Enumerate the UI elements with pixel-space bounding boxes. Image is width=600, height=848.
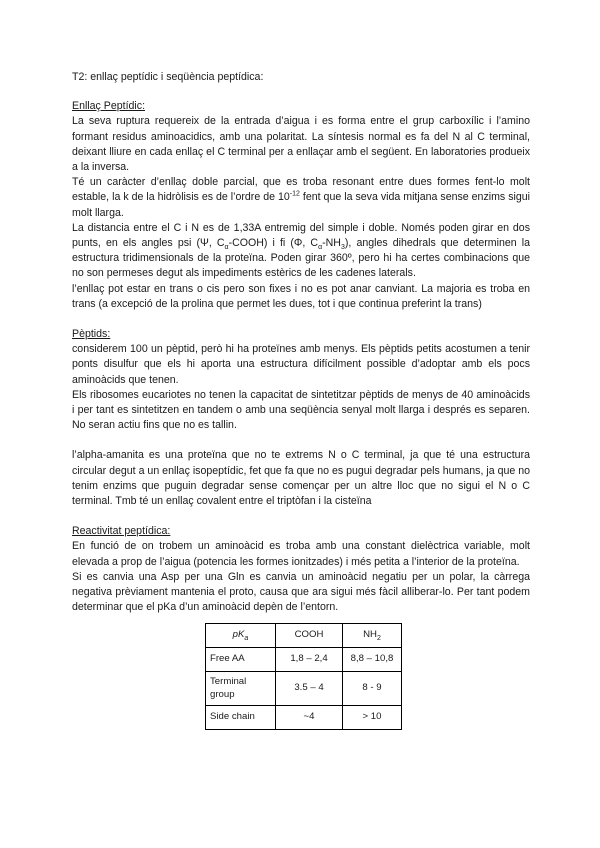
paragraph	[72, 175, 530, 221]
text-span: -NH	[322, 237, 341, 250]
text-span: -COOH) i fi (Φ, C	[228, 237, 319, 250]
table-cell-nh2: 8 - 9	[343, 671, 402, 705]
table-header-cooh: COOH	[276, 623, 343, 647]
paragraph: La seva ruptura requereix de la entrada d’aigua i es forma entre el grup carboxílic i l’amino formant residus aminoacidics, amb una polaritat. La síntesis normal es fa del N al C terminal, deixant lliure en cada enllaç el C terminal per a enllaçar amb el següent. En laboratories produeix a la inversa.	[72, 115, 530, 174]
paragraph: En funció de on trobem un aminoàcid es troba amb una constant dielèctrica variable, molt elevada a prop de l’aigua (potencia les formes ionitzades) i més petita a l’interior de la proteïna.	[72, 540, 530, 568]
table-header-pka	[206, 623, 276, 647]
table-cell-nh2: > 10	[343, 705, 402, 729]
table-cell-cooh: 3.5 – 4	[276, 671, 343, 705]
section-heading-peptides: Pèptids:	[72, 328, 111, 341]
paragraph: considerem 100 un pèptid, però hi ha proteïnes amb menys. Els pèptids petits acostumen a tenir ponts disulfur que els hi aporta una estructura difícilment possible d’adoptar amb els pocs aminoàcids que tenen.	[72, 343, 530, 386]
text-span: fent que la seva vida mitjana sense enzims sigui molt llarga.	[72, 191, 530, 219]
table-cell-label: Free AA	[206, 647, 276, 671]
paragraph: Els ribosomes eucariotes no tenen la capacitat de sintetitzar pèptids de menys de 40 aminoàcids i per tant es sintetitzen en tandem o amb una seqüència senyal molt llarga i després es separen. No seran actiu fins que no es tallin.	[72, 388, 530, 432]
table-row	[206, 671, 402, 705]
subscript: a	[244, 634, 249, 642]
table-cell-label: Terminal group	[206, 671, 276, 705]
section-heading-reactivity: Reactivitat peptídica:	[72, 525, 171, 538]
subscript: 3	[340, 244, 345, 252]
table-cell-nh2: 8,8 – 10,8	[343, 647, 402, 671]
subscript: 2	[376, 634, 381, 642]
table-row	[206, 647, 402, 671]
pka-table	[205, 623, 402, 730]
table-header-nh2	[343, 623, 402, 647]
paragraph: l’enllaç pot estar en trans o cis pero son fixes i no es pot anar canviant. La majoria es troba en trans (a excepció de la prolina que permet les dues, tot i que continua preferint la trans)	[72, 282, 530, 310]
table-row	[206, 705, 402, 729]
subscript: α	[318, 244, 323, 252]
paragraph: l’alpha-amanita es una proteïna que no te extrems N o C terminal, ja que té una estructura circular degut a un enllaç isopeptídic, fet que fa que no es pugui degradar pels humans, ja que no tenim enzims que puguin degradar sense començar per un altre lloc que no sigui el N o C terminal. Tmb té un enllaç covalent entre el triptòfan i la cisteïna	[72, 449, 530, 508]
paragraph	[72, 221, 530, 282]
table-cell-cooh: 1,8 – 2,4	[276, 647, 343, 671]
document-title: T2: enllaç peptídic i seqüència peptídica:	[72, 71, 264, 83]
superscript: -12	[289, 190, 300, 198]
header-text: NH	[363, 629, 377, 640]
text-span: ), angles dihedrals que determinen la estructura tridimensionals de la proteïna. Poden girar 360º, pero hi ha certes combinacions que no son permeses degut als impediments estèrics de les cadenes laterals.	[72, 237, 530, 280]
document-page	[72, 70, 530, 730]
section-heading-peptide-bond: Enllaç Peptídic:	[72, 100, 146, 113]
table-header-row	[206, 623, 402, 647]
text-span: Té un caràcter d’enllaç doble parcial, que es troba resonant entre dues formes fent-lo molt estable, la k de la hidròlisis es de l’ordre de 10	[72, 176, 530, 204]
text-span: La distancia entre el C i N es de 1,33A entremig del simple i doble. Només poden girar en dos punts, en els angles psi (Ψ, C	[72, 221, 530, 250]
header-text: pK	[232, 629, 245, 640]
paragraph: Si es canvia una Asp per una Gln es canvia un aminoàcid negatiu per un polar, la càrrega negativa prèviament mantenia el proto, causa que ara sigui més fàcil alliberar-lo. Per tant podem determinar que el pKa d’un aminoàcid depèn de l’entorn.	[72, 570, 530, 614]
table-cell-label: Side chain	[206, 705, 276, 729]
table-cell-cooh: ~4	[276, 705, 343, 729]
subscript: α	[224, 244, 229, 252]
